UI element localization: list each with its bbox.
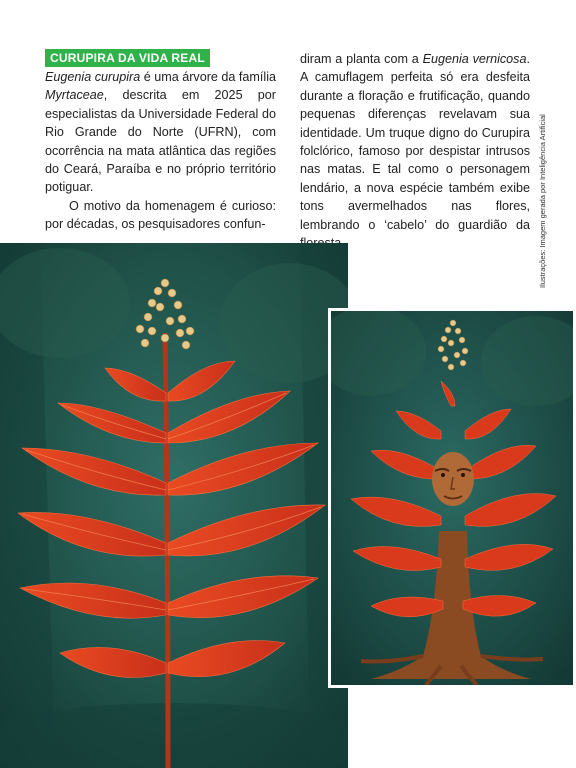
paragraph-1	[45, 68, 276, 197]
paragraph-3-text-a: diram a planta com a	[300, 52, 423, 66]
section-tag: CURUPIRA DA VIDA REAL	[45, 49, 210, 67]
paragraph-2: O motivo da homenagem é curioso: por décadas, os pesquisadores confun-	[45, 198, 276, 232]
paragraph-1-text-b: , descrita em 2025 por especialistas da Universidade Federal do Rio Grande do Norte (UFRN), com ocorrência na mata atlântica das regiões do Ceará, Paraíba e no próprio território potiguar.	[45, 88, 276, 195]
illustration-curupira-tree	[328, 308, 576, 688]
family-name: Myrtaceae	[45, 88, 104, 103]
paragraph-1-text-a: é uma árvore da família	[140, 70, 277, 84]
article-column-2	[300, 50, 530, 252]
image-credit-text: Ilustrações: Imagem gerada por Inteligência Artificial	[538, 114, 547, 288]
image-credit	[538, 96, 548, 288]
species-name-2: Eugenia vernicosa	[422, 52, 527, 66]
illustration-plant	[0, 243, 348, 768]
article-column-1	[45, 50, 276, 234]
paragraph-3	[300, 50, 530, 252]
paragraph-3-text-b: . A camuflagem perfeita só era desfeita durante a floração e frutificação, quando pequenas diferenças revelavam sua identidade. Um truque digno do Curupira folclórico, famoso por despistar intrusos nas matas. E tal como o personagem lendário, a nova espécie também exibe tons avermelhados nas flores, lembrando o ‘cabelo’ do guardião da	[300, 52, 530, 232]
species-name: Eugenia curupira	[45, 70, 141, 84]
